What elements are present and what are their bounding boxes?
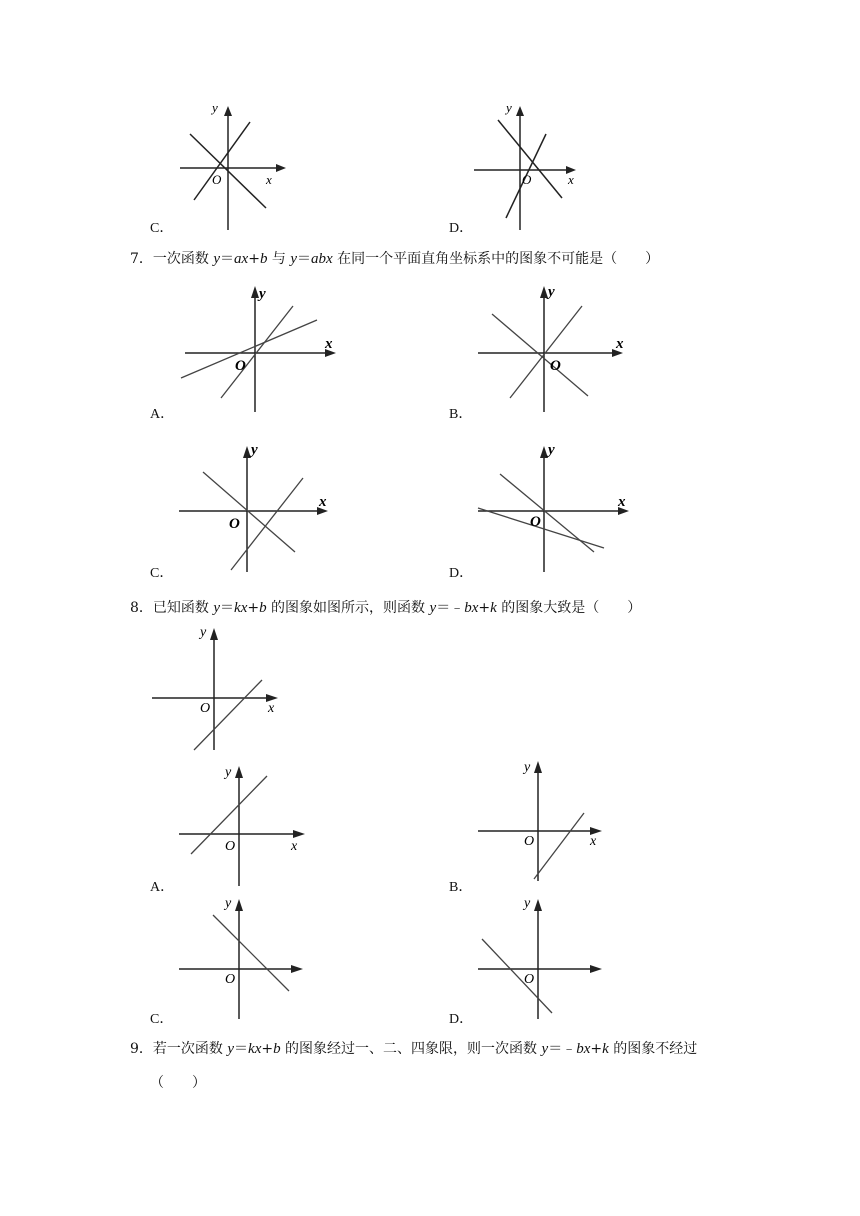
question-9: 9．若一次函数 y＝kx+b 的图象经过一、二、四象限，则一次函数 y＝﹣bx+k 的图象不经过 (130, 1041, 698, 1057)
x-axis-label: x (590, 834, 597, 849)
x-axis-label: x (319, 494, 327, 510)
origin-label: O (550, 358, 561, 374)
q8-option-b-label: B． (449, 880, 473, 895)
q6-graph-d (466, 100, 586, 235)
q7-option-c-label: C． (150, 566, 174, 581)
y-axis-label: y (225, 765, 232, 780)
origin-label: O (522, 172, 532, 187)
y-axis-label: y (259, 286, 266, 302)
q8-option-a-label: A． (150, 880, 175, 895)
question-9-answer-paren: （ ） (150, 1075, 206, 1091)
q7-option-b-label: B． (449, 407, 473, 422)
q8-option-d-label: D． (449, 1012, 474, 1027)
q8-option-c-label: C． (150, 1012, 174, 1027)
origin-label: O (524, 834, 535, 849)
origin-label: O (524, 972, 535, 987)
x-axis-label: x (325, 336, 333, 352)
y-axis-label: y (524, 896, 531, 911)
y-axis-label: y (548, 442, 555, 458)
q8-graph-c (175, 893, 315, 1023)
origin-label: O (225, 972, 236, 987)
q6-graph-c (170, 100, 290, 235)
y-axis-label: y (506, 100, 512, 115)
q8-graph-a (175, 760, 315, 890)
q8-graph-b (474, 755, 614, 885)
q6-option-c-label: C． (150, 221, 174, 236)
q7-graph-d (474, 440, 644, 575)
x-axis-label: x (616, 336, 624, 352)
q7-option-d-label: D． (449, 566, 474, 581)
y-axis-label: y (548, 284, 555, 300)
y-axis-label: y (225, 896, 232, 911)
x-axis-label: x (291, 839, 298, 854)
y-axis-label: y (200, 625, 207, 640)
question-7: 7．一次函数 y＝ax+b 与 y＝abx 在同一个平面直角坐标系中的图象不可能是（ ） (130, 251, 660, 267)
q7-option-a-label: A． (150, 407, 175, 422)
origin-label: O (235, 358, 246, 374)
x-axis-label: x (266, 172, 272, 187)
origin-label: O (229, 516, 240, 532)
q8-graph-d (474, 893, 614, 1023)
x-axis-label: x (268, 701, 275, 716)
q7-graph-a (175, 280, 345, 415)
origin-label: O (212, 172, 222, 187)
origin-label: O (200, 701, 211, 716)
question-8: 8．已知函数 y＝kx+b 的图象如图所示，则函数 y＝﹣bx+k 的图象大致是（ ） (130, 600, 642, 616)
q8-given-graph (150, 622, 290, 757)
origin-label: O (530, 514, 541, 530)
x-axis-label: x (618, 494, 626, 510)
y-axis-label: y (251, 442, 258, 458)
origin-label: O (225, 839, 236, 854)
q6-option-d-label: D． (449, 221, 474, 236)
q7-graph-b (474, 280, 644, 415)
x-axis-label: x (568, 172, 574, 187)
y-axis-label: y (212, 100, 218, 115)
q7-graph-c (175, 440, 345, 575)
y-axis-label: y (524, 760, 531, 775)
